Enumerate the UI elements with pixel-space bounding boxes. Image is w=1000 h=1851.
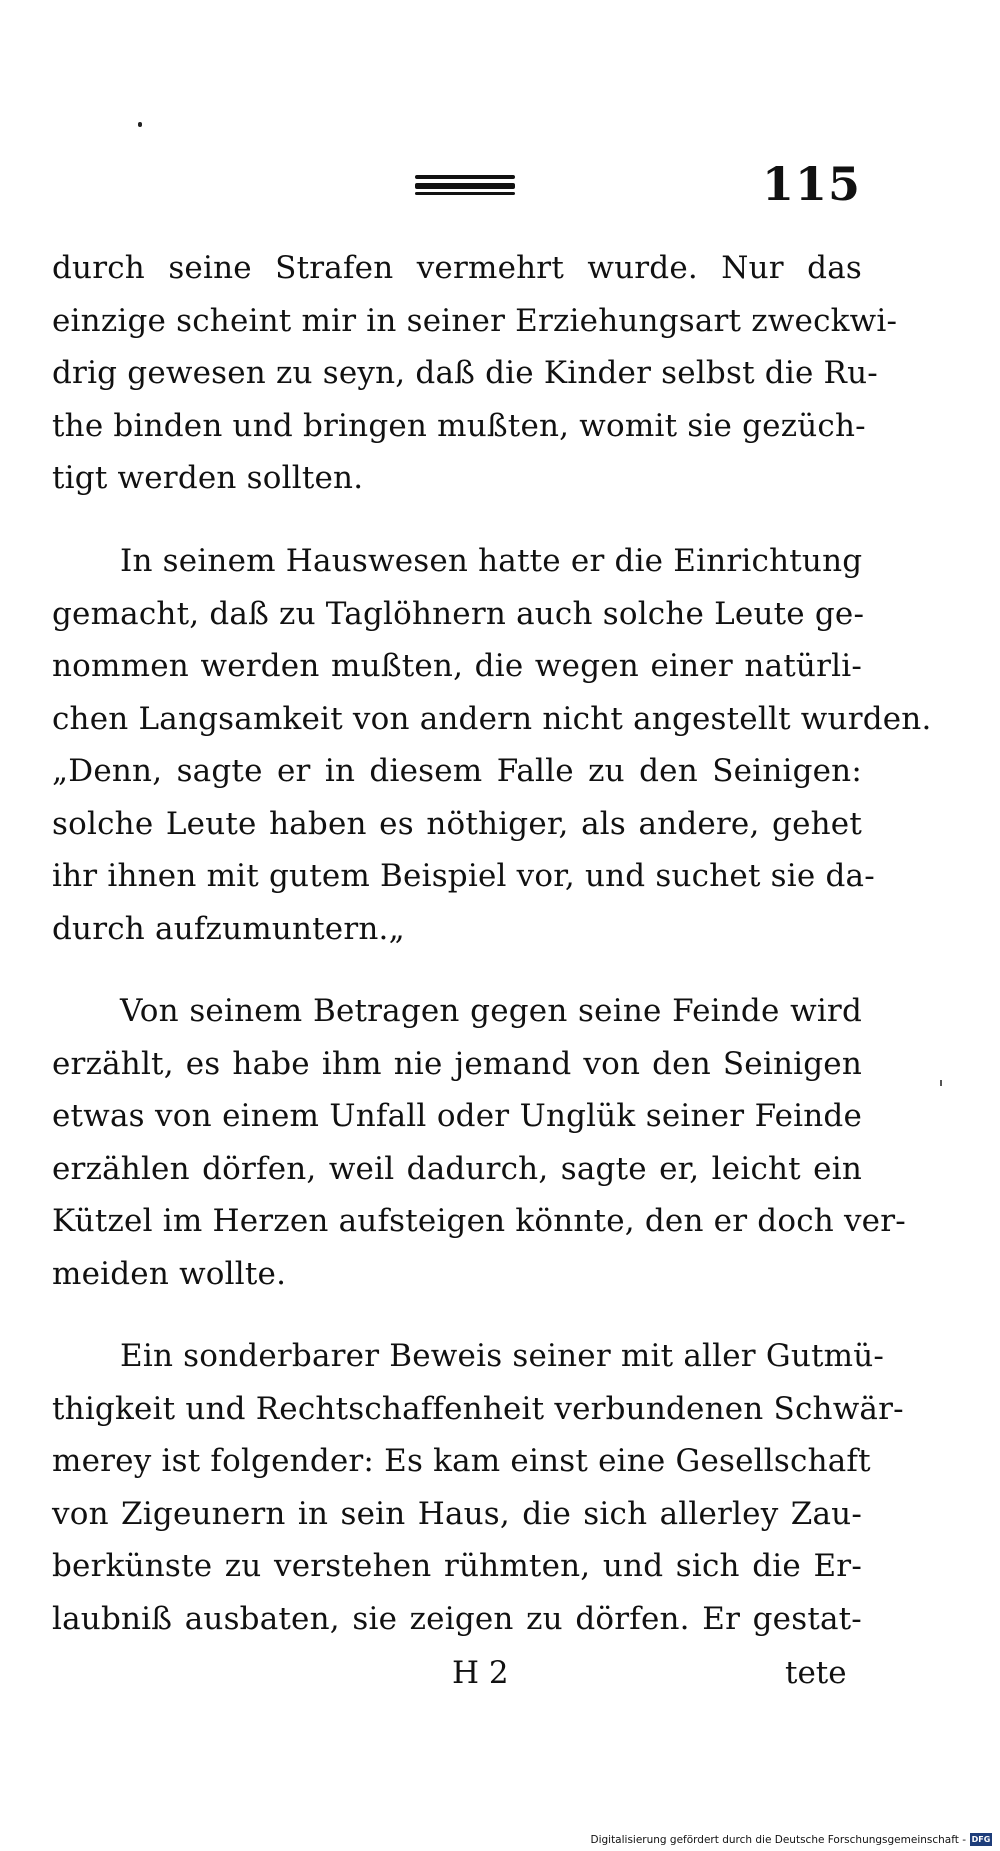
catchword: tete	[785, 1655, 847, 1691]
text-line: von Zigeunern in sein Haus, die sich allerley Zau-	[52, 1495, 862, 1532]
text-line: In seinem Hauswesen hatte er die Einrichtung	[120, 543, 863, 579]
text-line: tigt werden sollten.	[52, 460, 364, 496]
text-line: meiden wollte.	[52, 1255, 287, 1292]
page-number: 115	[762, 157, 862, 211]
text-line: „Denn, sagte er in diesem Falle zu den Seinigen:	[52, 753, 862, 789]
text-line: laubniß ausbaten, sie zeigen zu dörfen. Er gestat-	[52, 1600, 862, 1637]
paragraph-4	[52, 1330, 904, 1645]
text-line: chen Langsamkeit von andern nicht angestellt wurden.	[52, 700, 932, 737]
text-line: durch aufzumuntern.„	[52, 910, 405, 947]
text-line: nommen werden mußten, die wegen einer natürli-	[52, 648, 862, 684]
print-speck	[940, 1080, 942, 1086]
paragraph-1	[52, 242, 898, 505]
text-line: gemacht, daß zu Taglöhnern auch solche Leute ge-	[52, 595, 865, 632]
text-line: solche Leute haben es nöthiger, als andere, gehet	[52, 805, 862, 842]
text-line: drig gewesen zu seyn, daß die Kinder selbst die Ru-	[52, 355, 878, 391]
text-line: thigkeit und Rechtschaffenheit verbundenen Schwär-	[52, 1390, 904, 1427]
text-line: Von seinem Betragen gegen seine Feinde wird	[120, 993, 862, 1029]
text-line: merey ist folgender: Es kam einst eine Gesellschaft	[52, 1443, 871, 1479]
text-line: ihr ihnen mit gutem Beispiel vor, und suchet sie da-	[52, 858, 875, 894]
print-speck	[138, 122, 142, 127]
header-ornament-rule	[415, 175, 515, 197]
digitization-note: Digitalisierung gefördert durch die Deutsche Forschungsgemeinschaft -	[590, 1834, 966, 1846]
dfg-logo-badge: DFG	[971, 1835, 991, 1844]
signature-mark: H 2	[452, 1655, 509, 1691]
page-footer	[0, 1648, 1000, 1698]
text-line: Kützel im Herzen aufsteigen könnte, den er doch ver-	[52, 1203, 906, 1239]
text-line: durch seine Strafen vermehrt wurde. Nur das	[52, 250, 862, 286]
text-line: erzählt, es habe ihm nie jemand von den Seinigen	[52, 1045, 862, 1082]
text-line: erzählen dörfen, weil dadurch, sagte er, leicht ein	[52, 1150, 862, 1187]
paragraph-2	[52, 535, 932, 955]
paragraph-3	[52, 985, 906, 1300]
text-line: the binden und bringen mußten, womit sie gezüch-	[52, 407, 866, 444]
text-line: einzige scheint mir in seiner Erziehungsart zweckwi-	[52, 302, 898, 339]
text-line: etwas von einem Unfall oder Unglük seiner Feinde	[52, 1098, 862, 1134]
text-line: Ein sonderbarer Beweis seiner mit aller Gutmü-	[120, 1338, 885, 1374]
text-line: berkünste zu verstehen rühmten, und sich die Er-	[52, 1548, 862, 1584]
